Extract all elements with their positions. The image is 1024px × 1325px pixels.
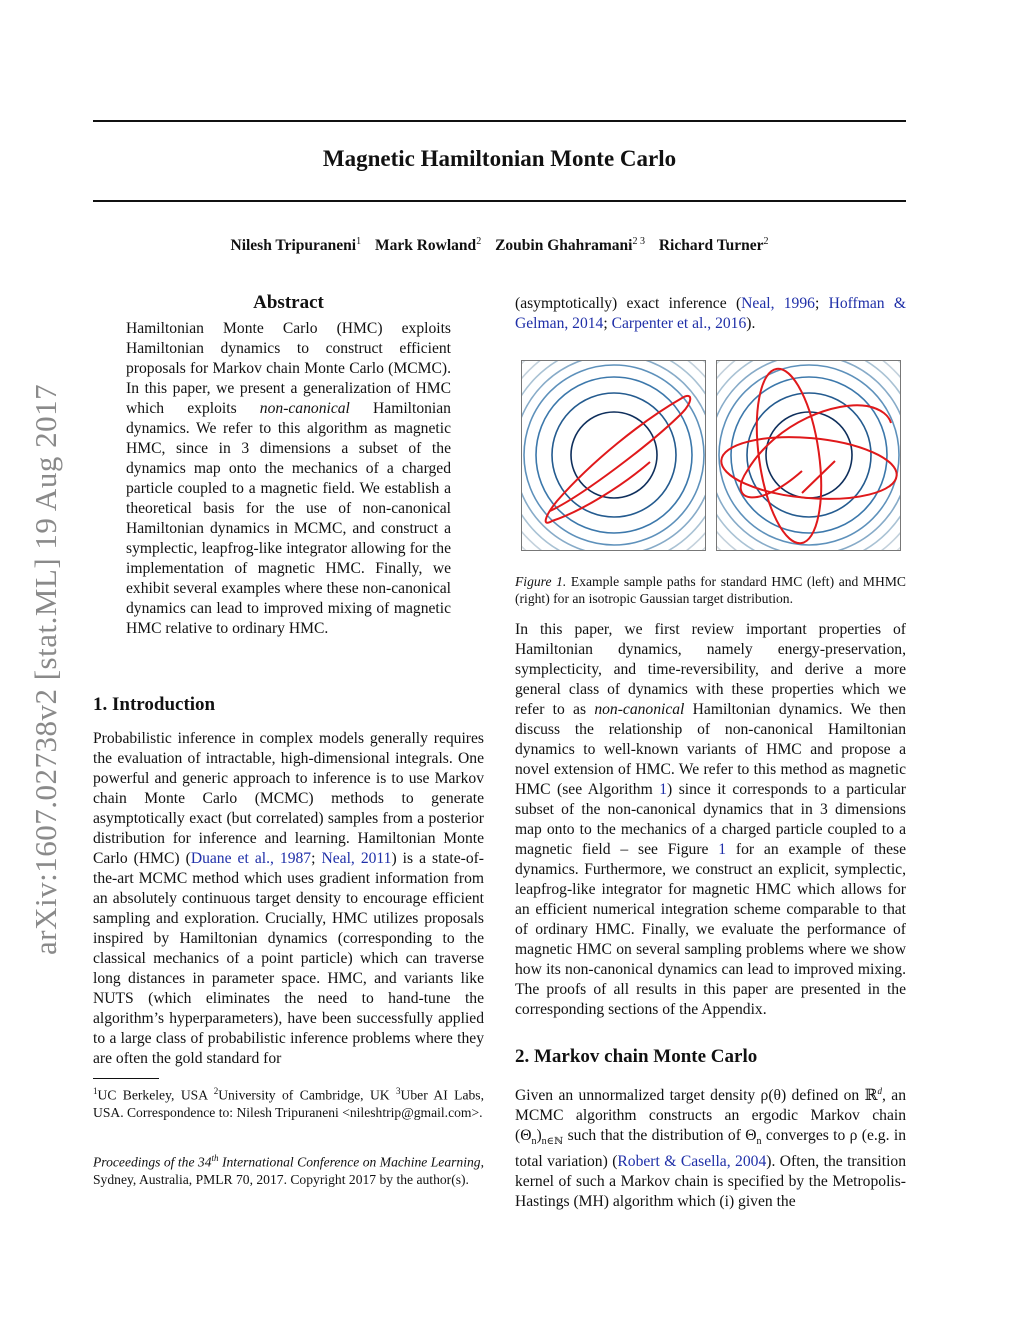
text-span: Hamiltonian dynamics. We then discuss the relationship of non-canonical Hamiltonian dynamics to well-known variants of HMC and propose a novel extension of HMC. We refer to this method as magnetic HMC (see Algorithm	[515, 701, 906, 798]
title-rule	[93, 200, 906, 202]
text-span: 1	[93, 1086, 98, 1096]
overview-text	[515, 620, 906, 1020]
text-span: , an MCMC algorithm constructs an ergodic Markov chain (Θ	[515, 1087, 906, 1145]
text-span: Example sample paths for standard HMC (left) and MHMC (right) for an isotropic Gaussian target distribution.	[515, 574, 906, 606]
mhmc-loop	[719, 430, 900, 505]
text-span: non-canonical	[594, 701, 685, 718]
density-contour	[717, 361, 900, 550]
text-span: d	[877, 1086, 883, 1096]
mhmc-sample-path-plot	[717, 361, 900, 550]
text-span: 2	[213, 1086, 219, 1096]
density-contour	[524, 365, 704, 545]
text-span: ).	[746, 315, 756, 332]
text-span: ) since it corresponds to a particular subset of the non-canonical dynamics that in 3 dimensions map onto to the mechanics of a charged particle coupled to a magnetic field – see Figure	[515, 781, 906, 858]
author-list	[93, 236, 906, 255]
text-span: th	[211, 1153, 219, 1163]
text-span: Proceedings of the 34	[93, 1154, 212, 1170]
text-span: 3	[396, 1086, 401, 1096]
figure-mhmc-right	[716, 360, 901, 551]
text-span: n	[531, 1136, 537, 1148]
density-contour	[571, 412, 657, 498]
author: Mark Rowland$^2$	[374, 236, 482, 255]
citation-link[interactable]: Neal, 2011	[321, 850, 392, 867]
density-contour	[717, 361, 900, 550]
mcmc-text	[515, 1081, 906, 1212]
text-span: University of Cambridge, UK	[218, 1087, 397, 1103]
text-span: UC Berkeley, USA	[97, 1087, 214, 1103]
citation-link[interactable]: Carpenter et al., 2016	[611, 315, 747, 332]
text-span: ;	[814, 295, 829, 312]
text-span: Given an unnormalized target density ρ(θ) defined on ℝ	[515, 1087, 878, 1105]
figure-hmc-left	[521, 360, 706, 551]
citation-link[interactable]: Neal, 1996	[741, 295, 815, 312]
citation-link[interactable]: 1	[718, 841, 727, 858]
abstract-text	[126, 319, 451, 639]
citation-link[interactable]: Hoffman & Gelman, 2014	[515, 295, 907, 332]
density-contour	[536, 377, 692, 533]
text-span: , Sydney, Australia, PMLR 70, 2017. Copyright 2017 by the author(s).	[93, 1154, 484, 1187]
author: Richard Turner$^2$	[658, 236, 769, 255]
hmc-path	[522, 361, 614, 507]
text-span: n∈ℕ	[541, 1136, 564, 1148]
citation-link[interactable]: Robert & Casella, 2004	[617, 1153, 767, 1171]
abstract-heading: Abstract	[253, 292, 324, 313]
text-span: non-canonical	[259, 400, 350, 417]
text-span: ) is a state-of-the-art MCMC method which uses gradient information from an absolutely continuous target density to encourage efficient sampling and exploration. Crucially, HMC utilizes proposals inspired by Hamiltonian dynamics (corresponding to the classical mechanics of a point particle) which can traverse long distances in parameter space. HMC, and variants like NUTS (which eliminates the need to hand-tune the algorithm’s hyperparameters), have been successfully applied to a large class of probabilistic inference problems where they are often the gold standard for	[93, 850, 485, 1067]
proceedings-footnote	[93, 1150, 484, 1188]
text-span: Uber AI Labs, USA. Correspondence to: Nilesh Tripuraneni <nileshtrip@gmail.com>.	[93, 1087, 484, 1120]
text-span: such that the distribution of Θ	[563, 1127, 757, 1145]
density-contour	[731, 377, 887, 533]
top-rule	[93, 120, 906, 122]
author: Zoubin Ghahramani$^{2 3}$	[495, 236, 645, 255]
text-span: )	[536, 1127, 542, 1145]
paper-title: Magnetic Hamiltonian Monte Carlo	[322, 146, 677, 171]
text-span: In this paper, we first review important properties of Hamiltonian dynamics, namely energy-preservation, symplecticity, and time-reversibility, and derive a more general class of dynamics with these properties which we refer to as	[515, 621, 906, 718]
mcmc-heading: 2. Markov chain Monte Carlo	[515, 1046, 758, 1067]
arxiv-identifier: arXiv:1607.02738v2 [stat.ML] 19 Aug 2017	[28, 383, 63, 955]
figure-caption	[515, 573, 906, 607]
citation-link[interactable]: Duane et al., 1987	[190, 850, 312, 867]
text-span: for an example of these dynamics. Furthermore, we construct an explicit, symplectic, leapfrog-like integrator for magnetic HMC which allows for an efficient numerical integration scheme comparable to that of ordinary HMC. Finally, we evaluate the performance of magnetic HMC on several sampling problems where we show how its non-canonical dynamics can lead to improved mixing. The proofs of all results in this paper are presented in the corresponding sections of the Appendix.	[515, 841, 906, 1018]
citation-link[interactable]: 1	[659, 781, 668, 798]
hmc-sample-path-plot	[522, 361, 705, 550]
density-contour	[717, 361, 900, 550]
density-contour	[719, 365, 899, 545]
mhmc-loop	[747, 365, 831, 548]
intro-continued	[515, 294, 906, 334]
text-span: Figure 1.	[515, 574, 567, 589]
footnote-rule	[93, 1078, 159, 1079]
text-span: Hamiltonian Monte Carlo (HMC) exploits Hamiltonian dynamics to construct efficient proposals for Markov chain Monte Carlo (MCMC). In this paper, we present a generalization of HMC which exploits	[126, 320, 451, 417]
text-span: ;	[311, 850, 322, 867]
text-span: ). Often, the transition kernel of such a Markov chain is specified by the Metropolis-Hastings (MH) algorithm which (i) given the	[515, 1153, 906, 1211]
mhmc-start	[802, 461, 835, 493]
text-span: (asymptotically) exact inference (	[515, 295, 742, 312]
introduction-text	[93, 729, 484, 1069]
density-contour	[717, 361, 900, 550]
author: Nilesh Tripuraneni$^1$	[230, 236, 362, 255]
text-span: n	[756, 1136, 762, 1148]
affiliation-footnote	[93, 1083, 484, 1121]
text-span: ;	[603, 315, 612, 332]
text-span: Probabilistic inference in complex models generally requires the evaluation of intractable, high-dimensional integrals. One powerful and generic approach to inference is to use Markov chain Monte Carlo (MCMC) methods to generate asymptotically exact (but correlated) samples from a posterior distribution for inference and learning. Hamiltonian Monte Carlo (HMC) (	[93, 730, 484, 867]
text-span: Hamiltonian dynamics. We refer to this algorithm as magnetic HMC, since in 3 dimensions a subset of the dynamics map onto the mechanics of a charged particle coupled to a magnetic field. We establish a theoretical basis for the use of non-canonical Hamiltonian dynamics in MCMC, and construct a symplectic, leapfrog-like integrator allowing for the implementation of magnetic HMC. Finally, we exhibit several examples where these non-canonical dynamics can lead to improved mixing of magnetic HMC relative to ordinary HMC.	[126, 400, 451, 637]
text-span: International Conference on Machine Learning	[218, 1154, 481, 1170]
text-span: converges to ρ (e.g. in total variation) (	[515, 1127, 906, 1171]
introduction-heading: 1. Introduction	[93, 694, 216, 715]
